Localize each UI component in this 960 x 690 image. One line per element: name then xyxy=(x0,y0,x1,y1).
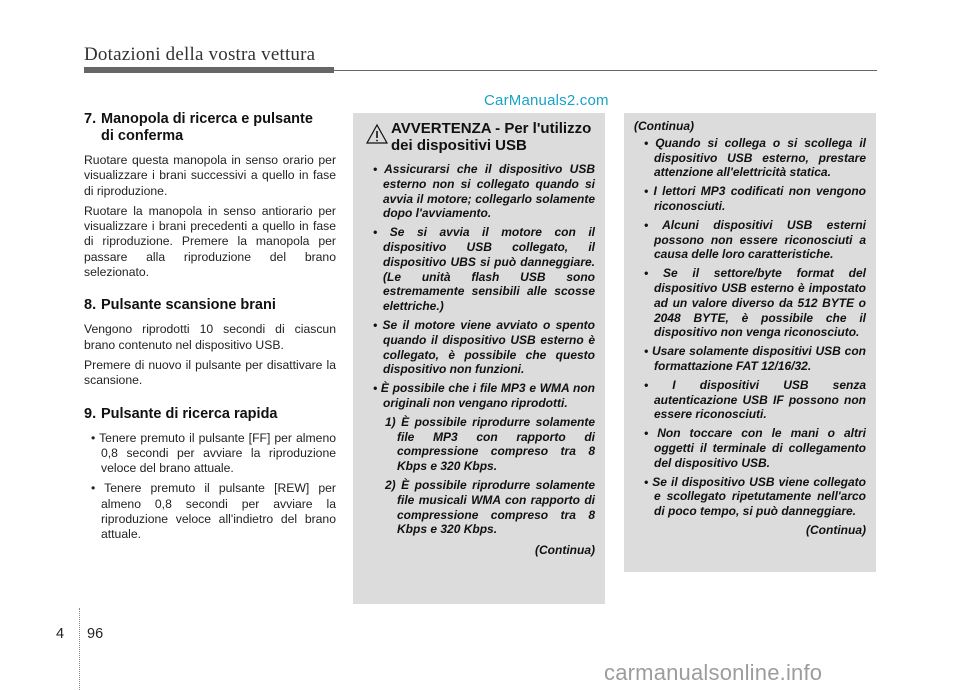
list-item: • Non toccare con le mani o altri oggetti il terminale di collegamento del dispositivo USB. xyxy=(644,426,866,470)
section-8-paragraph-2: Premere di nuovo il pulsante per disattivare la scansione. xyxy=(84,357,336,388)
list-item: • I lettori MP3 codificati non vengono riconosciuti. xyxy=(644,184,866,213)
warning-box xyxy=(353,113,605,604)
section-7-paragraph-1: Ruotare questa manopola in senso orario per visualizzare i brani successivi a quello in fase di riproduzione. xyxy=(84,153,336,198)
continued-list xyxy=(624,136,876,519)
list-item: • Se il motore viene avviato o spento quando il dispositivo USB esterno è collegato, è possibile che questo dispositivo non funzioni. xyxy=(373,317,595,377)
warning-continued-label: (Continua) xyxy=(535,543,595,558)
section-9-title: Pulsante di ricerca rapida xyxy=(101,405,278,422)
list-item: • Quando si collega o si scollega il dispositivo USB esterno, prestare attenzione all'elettricità statica. xyxy=(644,135,866,180)
continued-box-continued-label: (Continua) xyxy=(806,522,866,537)
section-9-list xyxy=(84,431,336,543)
watermark-bottom-link[interactable]: carmanualsonline.info xyxy=(604,660,823,685)
list-item: • Usare solamente dispositivi USB con formattazione FAT 12/16/32. xyxy=(644,344,866,373)
section-9-number: 9. xyxy=(84,405,97,422)
list-item: • Alcuni dispositivi USB esterni possono non essere riconosciuti a causa delle loro caratteristiche. xyxy=(644,217,866,262)
footer-divider xyxy=(79,608,80,690)
watermark-top-link[interactable]: CarManuals2.com xyxy=(484,92,609,109)
warning-subitem-1: 1) È possibile riprodurre solamente file MP3 con rapporto di compressione compreso tra 8 Kbps e 320 Kbps. xyxy=(385,414,595,474)
section-8-title: Pulsante scansione brani xyxy=(101,297,276,314)
list-item: • Tenere premuto il pulsante [REW] per almeno 0,8 secondi per avviare la riproduzione veloce all'indietro del brano attuale. xyxy=(91,481,336,542)
warning-triangle-icon xyxy=(363,121,391,149)
list-item: • Se si avvia il motore con il dispositivo USB collegato, il dispositivo UBS si può danneggiare. (Le unità flash USB sono estremamente sensibili alle scosse elettriche.) xyxy=(373,225,595,314)
section-8-paragraph-1: Vengono riprodotti 10 secondi di ciascun brano contenuto nel dispositivo USB. xyxy=(84,322,336,352)
page-header-title: Dotazioni della vostra vettura xyxy=(84,44,316,65)
page-number: 96 xyxy=(87,626,104,642)
warning-list xyxy=(353,162,605,411)
section-7-number: 7. xyxy=(84,111,97,127)
list-item: • I dispositivi USB senza autenticazione USB IF possono non essere riconosciuti. xyxy=(644,377,866,422)
continued-box xyxy=(624,113,876,572)
list-item: • È possibile che i file MP3 e WMA non originali non vengano riprodotti. xyxy=(373,381,595,410)
warning-title: AVVERTENZA - Per l'utilizzo dei dispositivi USB xyxy=(391,120,592,154)
section-7-title-line1: Manopola di ricerca e pulsante xyxy=(101,111,313,127)
continued-box-header: (Continua) xyxy=(634,119,694,133)
list-item: • Se il settore/byte format del dispositivo USB esterno è impostato ad un valore diverso da 512 BYTE o 2048 BYTE, è possibile che il dispositivo non venga riconosciuto. xyxy=(644,266,866,340)
warning-subitem-2: 2) È possibile riprodurre solamente file musicali WMA con rapporto di compressione compreso tra 8 Kbps e 320 Kbps. xyxy=(385,477,595,537)
list-item: • Se il dispositivo USB viene collegato e scollegato ripetutamente nell'arco di poco tempo, si può danneggiare. xyxy=(644,474,866,519)
section-7-paragraph-2: Ruotare la manopola in senso antiorario per visualizzare i brani precedenti a quello in fase di riproduzione. Premere la manopola per passare alla riproduzione del brano selezionato. xyxy=(84,203,336,280)
left-column xyxy=(84,111,336,548)
section-9-heading xyxy=(84,406,336,423)
header-rule xyxy=(334,70,877,71)
header-bar xyxy=(84,67,334,73)
section-8-heading xyxy=(84,297,336,314)
list-item: • Tenere premuto il pulsante [FF] per almeno 0,8 secondi per avviare la riproduzione veloce del brano attuale. xyxy=(91,430,336,476)
section-7-heading xyxy=(84,111,336,145)
warning-heading xyxy=(353,113,605,154)
chapter-number: 4 xyxy=(56,626,65,642)
list-item: • Assicurarsi che il dispositivo USB esterno non si collegato quando si avvia il motore; collegarlo solamente dopo l'avviamento. xyxy=(373,162,595,221)
section-8-number: 8. xyxy=(84,297,97,314)
section-7-title-line2: di conferma xyxy=(101,128,184,144)
